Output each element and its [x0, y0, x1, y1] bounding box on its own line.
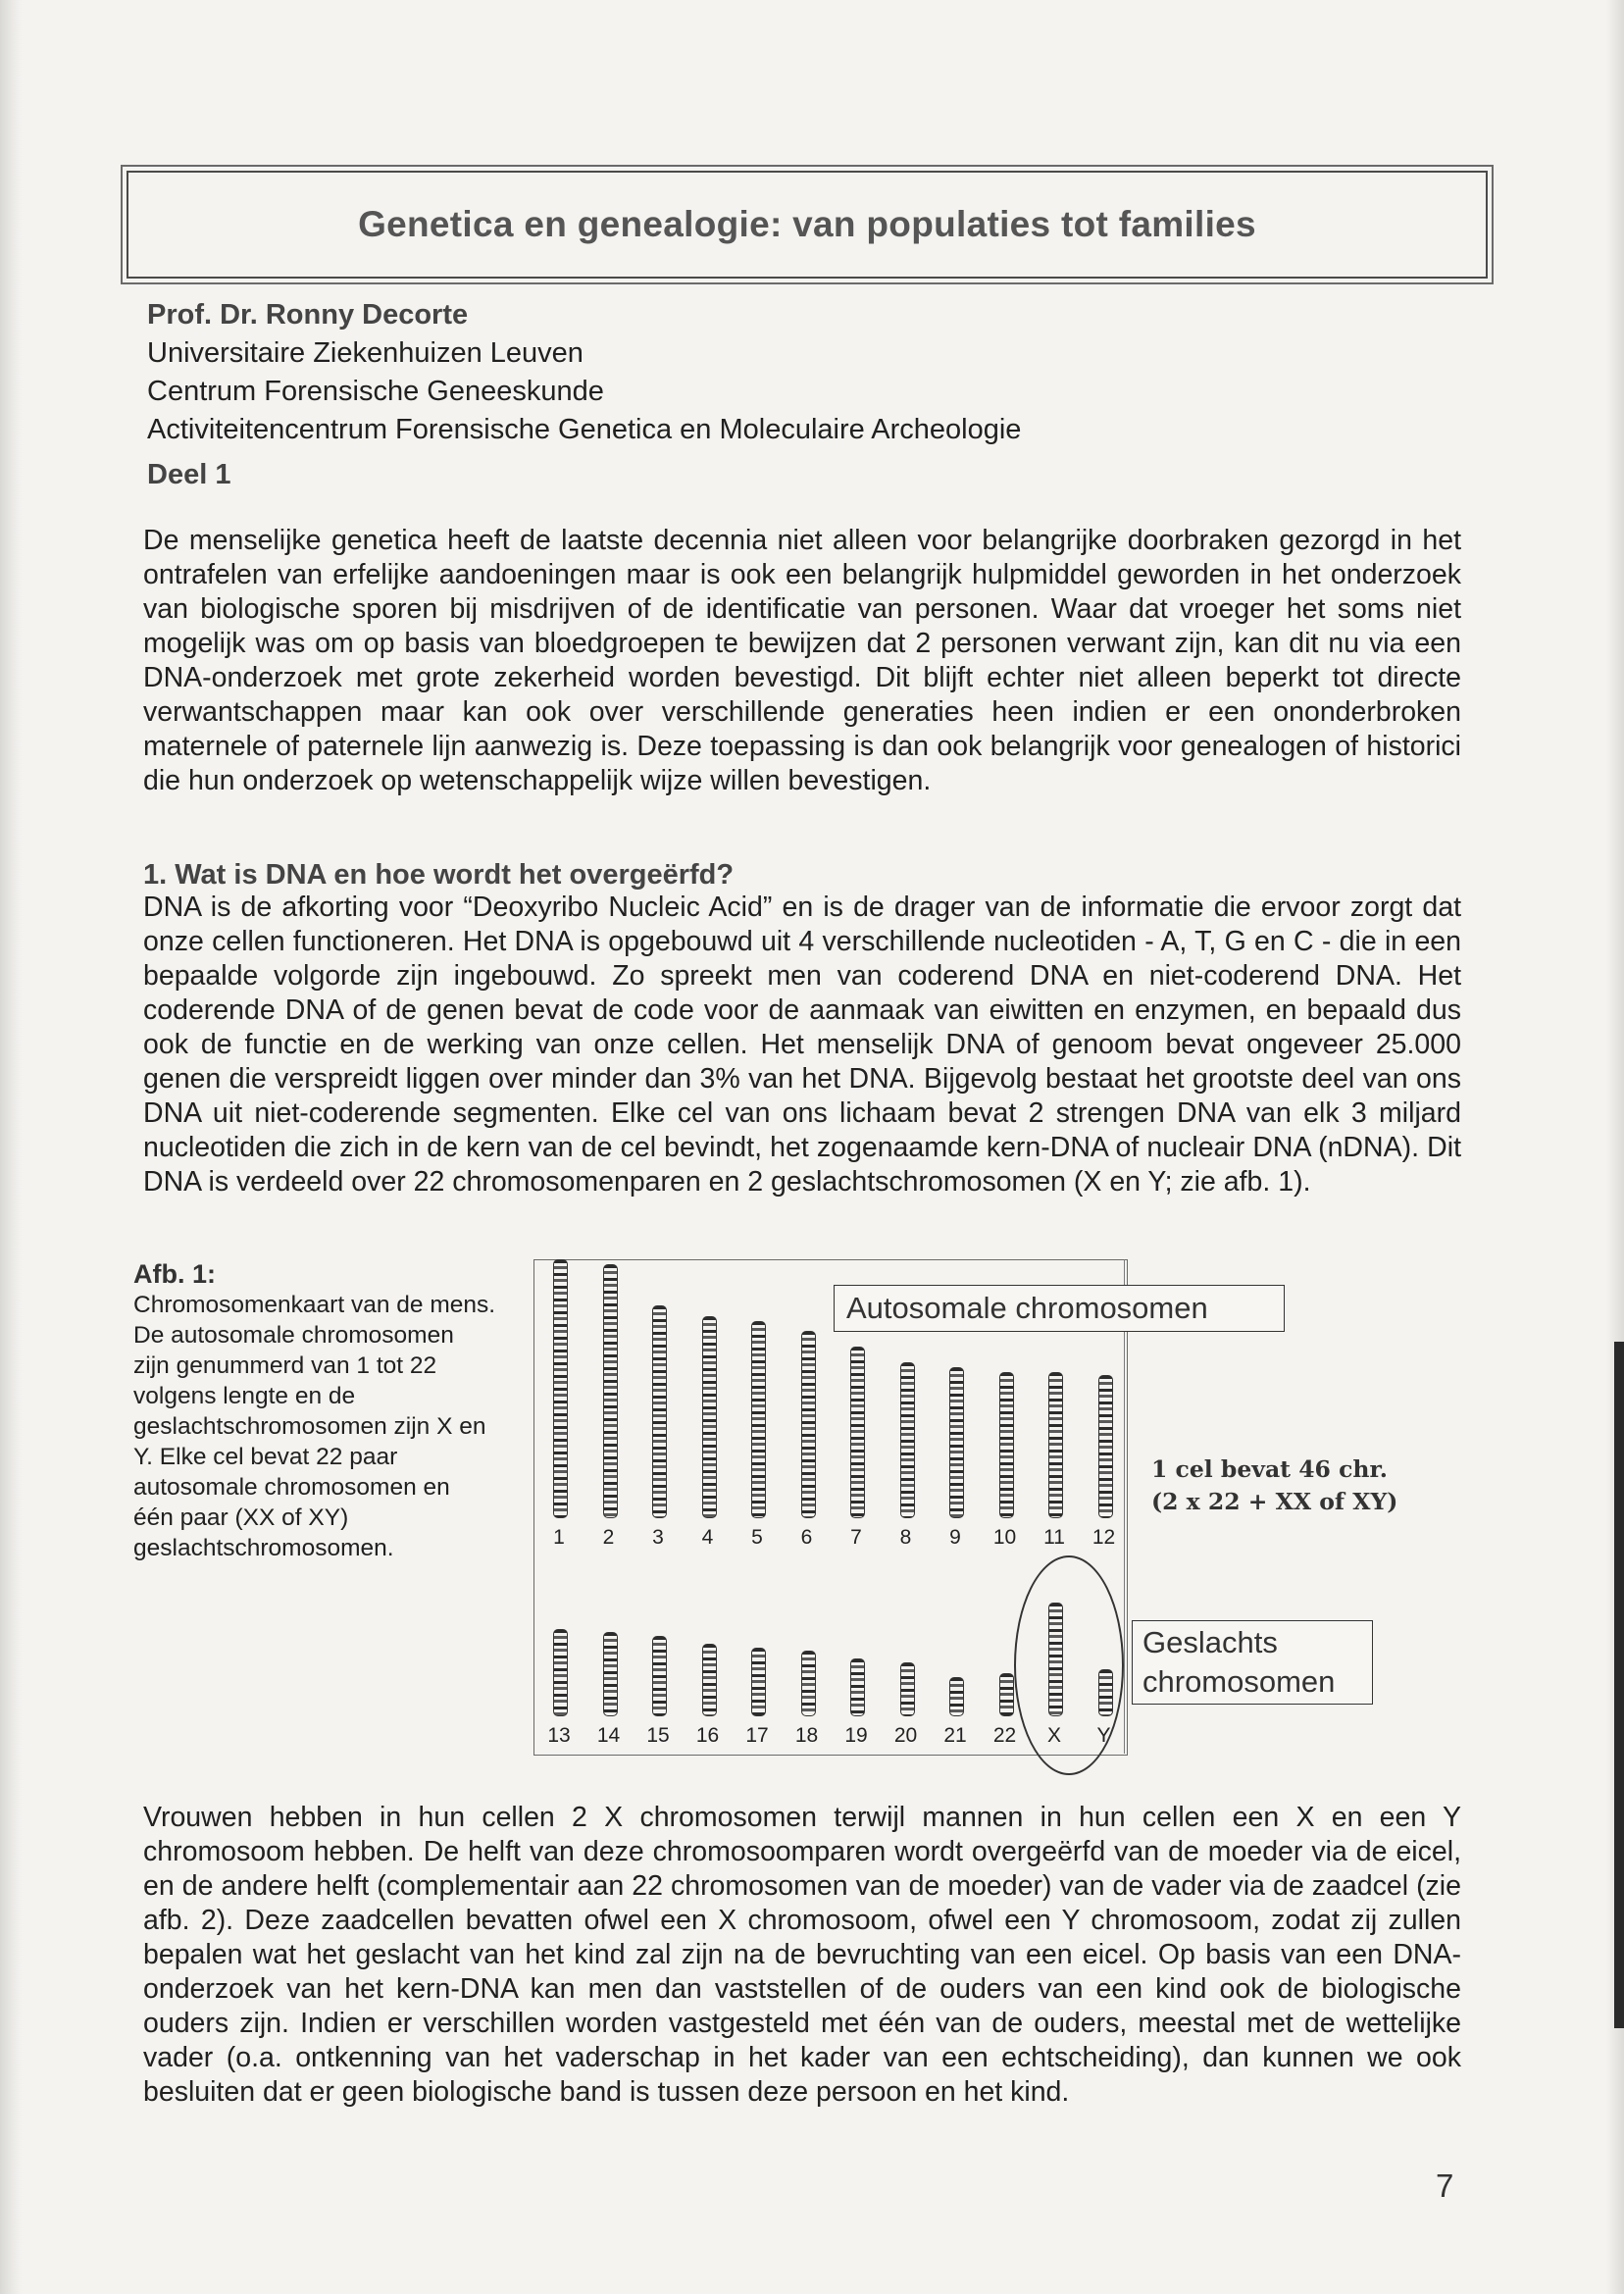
sex-chromosome-highlight [1014, 1555, 1124, 1775]
figure-label: Afb. 1: [133, 1259, 216, 1289]
chromosome-number-11: 11 [1043, 1526, 1065, 1549]
chromosome-number-1: 1 [553, 1526, 565, 1549]
section-1-heading: 1. Wat is DNA en hoe wordt het overgeërfd? [143, 859, 735, 891]
title-box [127, 171, 1488, 279]
count-note-line-2: (2 x 22 + XX of XY) [1151, 1488, 1398, 1515]
scan-edge-left [0, 0, 22, 2294]
sex-label-line-2: chromosomen [1142, 1664, 1336, 1699]
chromosome-number-21: 21 [943, 1724, 967, 1747]
chromosome-number-3: 3 [652, 1526, 664, 1549]
chromosome-number-16: 16 [695, 1724, 720, 1747]
sex-label-line-1: Geslachts [1142, 1625, 1278, 1659]
section-1-paragraph: DNA is de afkorting voor “Deoxyribo Nucleic Acid” en is de drager van de informatie die ervoor zorgt dat onze cellen functioneren. Het DNA is opgebouwd uit 4 verschillende nucleotiden - A, T, G en C - die in een bepaalde volgorde zijn ingebouwd. Zo spreekt men van coderend DNA en niet-coderend DNA. Het coderende DNA of de genen bevat de code voor de aanmaak van eiwitten en enzymen, en bepaald dus ook de functie en de werking van onze cellen. Het menselijk DNA of genoom bevat ongeveer 25.000 genen die verspreidt liggen over minder dan 3% van het DNA. Bijgevolg bestaat het grootste deel van ons DNA uit niet-coderende segmenten. Elke cel van ons lichaam bevat 2 strengen DNA van elk 3 miljard nucleotiden die zich in de kern van de cel bevindt, het zogenaamde kern-DNA of nucleair DNA (nDNA). Dit DNA is verdeeld over 22 chromosomenparen en 2 geslachtschromosomen (X en Y; zie afb. 1). [143, 892, 1461, 1198]
chromosome-number-22: 22 [992, 1724, 1017, 1747]
author-affiliation-2: Centrum Forensische Geneeskunde [147, 376, 604, 407]
intro-paragraph: De menselijke genetica heeft de laatste decennia niet alleen voor belangrijke doorbraken gezorgd in het ontrafelen van erfelijke aandoeningen maar is ook een belangrijk hulpmiddel geworden in het onderzoek van biologische sporen bij misdrijven of de identificatie van personen. Waar dat vroeger het soms niet mogelijk was om op basis van bloedgroepen te bewijzen dat 2 personen verwant zijn, kan dit nu via een DNA-onderzoek met grote zekerheid worden bevestigd. Dit blijft echter niet alleen beperkt tot directe verwantschappen maar kan ook over verschillende generaties heen indien er een ononderbroken maternele of paternele lijn aanwezig is. Deze toepassing is dan ook belangrijk voor genealogen of historici die hun onderzoek op wetenschappelijk wijze willen bevestigen. [143, 525, 1461, 796]
chromosome-number-20: 20 [893, 1724, 918, 1747]
chromosome-number-6: 6 [800, 1526, 813, 1549]
author-name: Prof. Dr. Ronny Decorte [147, 299, 469, 331]
author-block [147, 296, 1021, 449]
count-note-line-1: 1 cel bevat 46 chr. [1151, 1455, 1388, 1483]
karyotype-figure [520, 1246, 1446, 1775]
chromosome-number-4: 4 [701, 1526, 714, 1549]
figure-caption-text: Chromosomenkaart van de mens. De autosomale chromosomen zijn genummerd van 1 tot 22 volgens lengte en de geslachtschromosomen zijn X en Y. Elke cel bevat 22 paar autosomale chromosomen en één paar (XX of XY) geslachtschromosomen. [133, 1292, 496, 1561]
chromosome-number-X: X [1046, 1724, 1061, 1747]
sex-chromosome-label [1132, 1620, 1373, 1705]
autosome-label: Autosomale chromosomen [834, 1285, 1285, 1332]
chromosome-number-8: 8 [899, 1526, 912, 1549]
closing-paragraph: Vrouwen hebben in hun cellen 2 X chromosomen terwijl mannen in hun cellen een X en een Y chromosoom hebben. De helft van deze chromosoomparen wordt overgeërfd van de moeder via de eicel, en de andere helft (complementair aan 22 chromosomen van de moeder) van de vader via de zaadcel (zie afb. 2). Deze zaadcellen bevatten ofwel een X chromosoom, ofwel een Y chromosoom, zodat zij zullen bepalen wat het geslacht van het kind zal zijn na de bevruchting van een eicel. Op basis van een DNA-onderzoek van het kern-DNA kan men dan vaststellen of de ouders van een kind ook de biologische ouders zijn. Indien er verschillen worden vastgesteld met één van de ouders, meestal met de wettelijke vader (o.a. ontkenning van het vaderschap in het kader van een echtscheiding), dan kunnen we ook besluiten dat er geen biologische band is tussen deze persoon en het kind. [143, 1802, 1461, 2108]
chromosome-number-7: 7 [850, 1526, 862, 1549]
chromosome-number-Y: Y [1096, 1724, 1111, 1747]
chromosome-number-2: 2 [602, 1526, 615, 1549]
chromosome-count-note [1151, 1453, 1397, 1518]
chromosome-number-18: 18 [794, 1724, 819, 1747]
chromosome-number-15: 15 [646, 1724, 670, 1747]
chromosome-number-12: 12 [1091, 1526, 1116, 1549]
page-title: Genetica en genealogie: van populaties tot families [358, 204, 1256, 244]
page-number: 7 [1436, 2167, 1454, 2204]
part-label: Deel 1 [147, 459, 231, 490]
chromosome-number-17: 17 [745, 1724, 769, 1747]
chromosome-number-13: 13 [547, 1724, 571, 1747]
figure-caption [133, 1259, 496, 1563]
scan-edge-bar [1614, 1342, 1624, 2028]
author-affiliation-3: Activiteitencentrum Forensische Genetica en Moleculaire Archeologie [147, 414, 1022, 445]
chromosome-number-14: 14 [596, 1724, 621, 1747]
chromosome-number-10: 10 [992, 1526, 1017, 1549]
chromosome-number-5: 5 [751, 1526, 763, 1549]
author-affiliation-1: Universitaire Ziekenhuizen Leuven [147, 337, 584, 369]
chromosome-number-19: 19 [844, 1724, 868, 1747]
chromosome-number-9: 9 [949, 1526, 961, 1549]
